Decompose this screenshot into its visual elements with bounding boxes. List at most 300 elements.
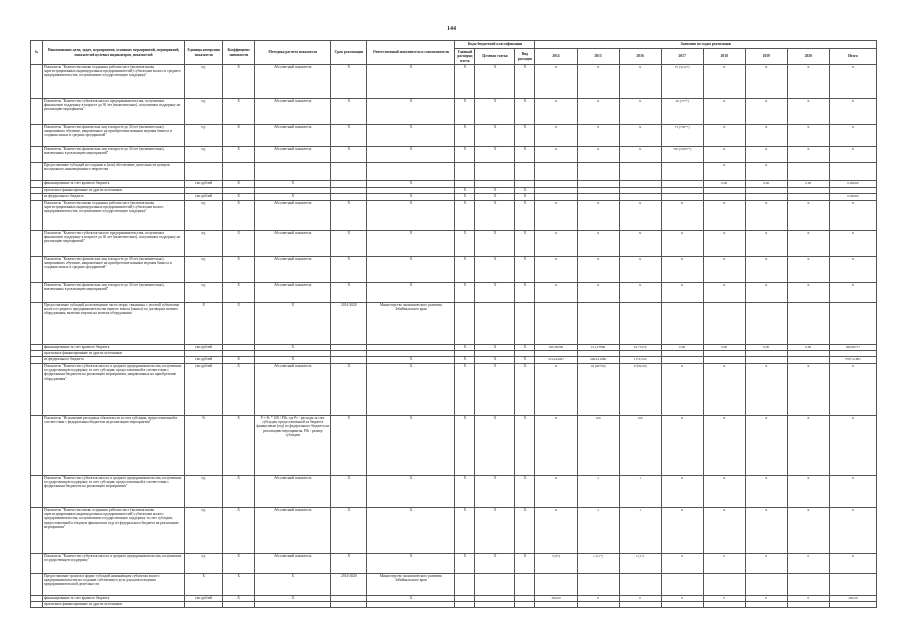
year-value-cell: X bbox=[745, 508, 787, 554]
method-cell: Абсолютный показатель bbox=[255, 65, 331, 99]
year-value-cell bbox=[661, 181, 703, 188]
header-values-by-year: Значения по годам реализации bbox=[535, 41, 877, 49]
code-section-cell: X bbox=[455, 201, 475, 231]
total-cell: X bbox=[829, 231, 876, 257]
year-value-cell: X bbox=[703, 283, 745, 303]
year-value-cell: X bbox=[745, 283, 787, 303]
year-value-cell: X bbox=[619, 147, 661, 163]
code-target-cell bbox=[475, 303, 515, 345]
total-cell: X bbox=[829, 476, 876, 508]
header-method: Методика расчета показателя bbox=[255, 41, 331, 65]
year-value-cell: X bbox=[661, 508, 703, 554]
total-cell: 566,99717 bbox=[829, 345, 876, 351]
year-value-cell bbox=[745, 574, 787, 596]
year-value-cell bbox=[787, 303, 829, 345]
method-cell bbox=[255, 602, 331, 608]
total-cell bbox=[829, 574, 876, 596]
row-name-cell: Показатель "Количество вновь созданных рабочих мест (включая вновь зарегистрированных индивидуальных предпринимателей) субъектами малого предпринимательства, получившими государственную поддержку" bbox=[43, 201, 185, 231]
code-type-cell: X bbox=[515, 345, 535, 351]
year-value-cell: 0 bbox=[787, 554, 829, 574]
year-value-cell: X bbox=[577, 231, 619, 257]
row-name-cell: из федерального бюджета bbox=[43, 357, 185, 364]
year-value-cell: 0 bbox=[787, 596, 829, 602]
code-target-cell bbox=[475, 163, 515, 181]
code-section-cell bbox=[455, 181, 475, 188]
term-cell: X bbox=[331, 283, 367, 303]
unit-cell bbox=[185, 163, 223, 181]
header-year-2016: 2016 bbox=[619, 49, 661, 65]
row-number-cell bbox=[31, 574, 43, 596]
row-name-cell: финансирование за счет краевого бюджета bbox=[43, 181, 185, 188]
coefficient-cell: X bbox=[223, 596, 255, 602]
method-cell: Абсолютный показатель bbox=[255, 257, 331, 283]
coefficient-cell: X bbox=[223, 257, 255, 283]
unit-cell: тыс.рублей bbox=[185, 194, 223, 201]
method-cell: X bbox=[255, 574, 331, 596]
coefficient-cell: X bbox=[223, 65, 255, 99]
row-number-cell bbox=[31, 283, 43, 303]
year-value-cell: X bbox=[787, 231, 829, 257]
term-cell: X bbox=[331, 125, 367, 147]
year-value-cell bbox=[619, 181, 661, 188]
header-term: Срок реализации bbox=[331, 41, 367, 65]
executor-cell bbox=[367, 163, 455, 181]
unit-cell: ед. bbox=[185, 147, 223, 163]
code-type-cell: X bbox=[515, 147, 535, 163]
code-type-cell: X bbox=[515, 357, 535, 364]
coefficient-cell: X bbox=[223, 231, 255, 257]
year-value-cell: X bbox=[745, 476, 787, 508]
term-cell bbox=[331, 194, 367, 201]
term-cell: X bbox=[331, 257, 367, 283]
executor-cell: X bbox=[367, 476, 455, 508]
year-value-cell: X bbox=[577, 125, 619, 147]
year-value-cell bbox=[787, 574, 829, 596]
method-cell: Абсолютный показатель bbox=[255, 364, 331, 416]
term-cell bbox=[331, 602, 367, 608]
header-year-2018: 2018 bbox=[703, 49, 745, 65]
row-number-cell bbox=[31, 125, 43, 147]
coefficient-cell: X bbox=[223, 147, 255, 163]
year-value-cell: X bbox=[619, 99, 661, 125]
unit-cell: ед. bbox=[185, 125, 223, 147]
year-value-cell: X bbox=[661, 364, 703, 416]
year-value-cell: X bbox=[661, 476, 703, 508]
year-value-cell bbox=[787, 163, 829, 181]
code-target-cell: X bbox=[475, 476, 515, 508]
unit-cell: ед. bbox=[185, 554, 223, 574]
row-name-cell: Предоставление субсидий на возмещение части затрат, связанных с уплатой субъектами малого и среднего предпринимательства первого взноса (аванса) по договорам лизинга оборудования, включая затраты на монтаж оборудования bbox=[43, 303, 185, 345]
method-cell: Абсолютный показатель bbox=[255, 283, 331, 303]
term-cell bbox=[331, 181, 367, 188]
method-cell: X bbox=[255, 194, 331, 201]
code-type-cell bbox=[515, 181, 535, 188]
code-section-cell: X bbox=[455, 257, 475, 283]
year-value-cell: 3 (6*) bbox=[535, 554, 577, 574]
year-value-cell bbox=[619, 602, 661, 608]
executor-cell: X bbox=[367, 231, 455, 257]
executor-cell: X bbox=[367, 125, 455, 147]
coefficient-cell: X bbox=[223, 303, 255, 345]
code-type-cell: X bbox=[515, 554, 535, 574]
year-value-cell: 0,00 bbox=[787, 181, 829, 188]
year-value-cell: X bbox=[787, 65, 829, 99]
coefficient-cell: X bbox=[223, 357, 255, 364]
coefficient-cell: X bbox=[223, 554, 255, 574]
unit-cell: тыс.рублей bbox=[185, 357, 223, 364]
table-row bbox=[31, 147, 877, 163]
year-value-cell: X bbox=[661, 416, 703, 476]
year-value-cell: X bbox=[745, 257, 787, 283]
year-value-cell: X bbox=[535, 201, 577, 231]
code-target-cell: X bbox=[475, 257, 515, 283]
year-value-cell: X bbox=[787, 201, 829, 231]
unit-cell: % bbox=[185, 416, 223, 476]
year-value-cell: X bbox=[745, 364, 787, 416]
year-value-cell: X bbox=[535, 231, 577, 257]
year-value-cell bbox=[787, 602, 829, 608]
year-value-cell: X bbox=[619, 65, 661, 99]
year-value-cell: X bbox=[703, 364, 745, 416]
coefficient-cell: X bbox=[223, 99, 255, 125]
year-value-cell: X bbox=[535, 99, 577, 125]
year-value-cell bbox=[703, 357, 745, 364]
unit-cell: тыс.рублей bbox=[185, 345, 223, 351]
coefficient-cell: X bbox=[223, 283, 255, 303]
term-cell: X bbox=[331, 201, 367, 231]
total-cell: X bbox=[829, 508, 876, 554]
year-value-cell: 0 bbox=[745, 554, 787, 574]
unit-cell: ед. bbox=[185, 201, 223, 231]
table-row bbox=[31, 194, 877, 201]
term-cell bbox=[331, 163, 367, 181]
unit-cell: тыс.рублей bbox=[185, 181, 223, 188]
year-value-cell: 0,00 bbox=[745, 345, 787, 351]
header-code-target: Целевая статья bbox=[475, 49, 515, 65]
year-value-cell: 1 bbox=[619, 476, 661, 508]
unit-cell: ед. bbox=[185, 257, 223, 283]
year-value-cell bbox=[577, 181, 619, 188]
year-value-cell bbox=[535, 303, 577, 345]
coefficient-cell: X bbox=[223, 508, 255, 554]
total-cell: X bbox=[829, 416, 876, 476]
method-cell: X bbox=[255, 596, 331, 602]
year-value-cell: 0 bbox=[703, 554, 745, 574]
code-section-cell: X bbox=[455, 147, 475, 163]
total-cell bbox=[829, 602, 876, 608]
year-value-cell: X bbox=[577, 147, 619, 163]
method-cell: Абсолютный показатель bbox=[255, 508, 331, 554]
table-row bbox=[31, 257, 877, 283]
year-value-cell: X bbox=[535, 508, 577, 554]
year-value-cell: X bbox=[703, 163, 745, 181]
coefficient-cell: X bbox=[223, 364, 255, 416]
code-type-cell: X bbox=[515, 125, 535, 147]
term-cell: 2014-2020 bbox=[331, 303, 367, 345]
code-target-cell: X bbox=[475, 416, 515, 476]
year-value-cell: 0 bbox=[703, 596, 745, 602]
row-name-cell: Показатель "Количество субъектов малого и среднего предпринимательства, получивших государственную поддержку за счет субсидии, предоставленной в соответствии с федеральным бюджетом на реализацию мероприятия" bbox=[43, 476, 185, 508]
code-target-cell: X bbox=[475, 364, 515, 416]
year-value-cell: X bbox=[745, 65, 787, 99]
header-year-2019: 2019 bbox=[745, 49, 787, 65]
year-value-cell: 1172,543 bbox=[619, 357, 661, 364]
year-value-cell bbox=[619, 163, 661, 181]
year-value-cell bbox=[577, 163, 619, 181]
year-value-cell: 2 bbox=[577, 508, 619, 554]
method-cell: Абсолютный показатель bbox=[255, 476, 331, 508]
year-value-cell: 0 bbox=[577, 596, 619, 602]
year-value-cell: X bbox=[661, 231, 703, 257]
row-number-cell bbox=[31, 163, 43, 181]
executor-cell: X bbox=[367, 596, 455, 602]
executor-cell: X bbox=[367, 65, 455, 99]
code-type-cell bbox=[515, 602, 535, 608]
table-row bbox=[31, 201, 877, 231]
code-section-cell: X bbox=[455, 65, 475, 99]
table-row bbox=[31, 303, 877, 345]
coefficient-cell: X bbox=[223, 125, 255, 147]
unit-cell: X bbox=[185, 303, 223, 345]
year-value-cell: 37(59,00) bbox=[619, 364, 661, 416]
code-section-cell: X bbox=[455, 476, 475, 508]
year-value-cell: 300,00000 bbox=[535, 345, 577, 351]
table-header bbox=[31, 41, 877, 65]
coefficient-cell: X bbox=[223, 201, 255, 231]
code-section-cell: X bbox=[455, 99, 475, 125]
code-target-cell: X bbox=[475, 147, 515, 163]
table-row bbox=[31, 416, 877, 476]
year-value-cell: X bbox=[787, 364, 829, 416]
row-number-cell bbox=[31, 357, 43, 364]
code-target-cell: X bbox=[475, 357, 515, 364]
year-value-cell: 0 bbox=[661, 554, 703, 574]
table-row bbox=[31, 364, 877, 416]
year-value-cell: X bbox=[745, 201, 787, 231]
row-number-cell bbox=[31, 602, 43, 608]
code-target-cell: X bbox=[475, 554, 515, 574]
year-value-cell bbox=[661, 602, 703, 608]
total-cell: X bbox=[829, 65, 876, 99]
year-value-cell: X bbox=[535, 416, 577, 476]
code-type-cell: X bbox=[515, 201, 535, 231]
year-value-cell: 0,00 bbox=[703, 181, 745, 188]
year-value-cell: 100 bbox=[577, 416, 619, 476]
table-row bbox=[31, 163, 877, 181]
table-row bbox=[31, 231, 877, 257]
code-section-cell: X bbox=[455, 194, 475, 201]
executor-cell: X bbox=[367, 283, 455, 303]
total-cell: 300,00 bbox=[829, 596, 876, 602]
method-cell: X bbox=[255, 345, 331, 351]
year-value-cell bbox=[703, 194, 745, 201]
year-value-cell: X bbox=[787, 283, 829, 303]
code-target-cell: X bbox=[475, 283, 515, 303]
row-name-cell: финансирование за счет краевого бюджета bbox=[43, 596, 185, 602]
year-value-cell: 300,00 bbox=[535, 596, 577, 602]
year-value-cell: X bbox=[745, 416, 787, 476]
year-value-cell: X bbox=[619, 201, 661, 231]
row-number-cell bbox=[31, 99, 43, 125]
year-value-cell: X bbox=[703, 125, 745, 147]
code-type-cell: X bbox=[515, 508, 535, 554]
table-body bbox=[31, 65, 877, 608]
header-code-type: Вид расходов bbox=[515, 49, 535, 65]
executor-cell: X bbox=[367, 508, 455, 554]
row-name-cell: Предоставление грантов в форме субсидий начинающим субъектам малого предпринимательства на создание собственного дела для начала ведения предпринимательской деятельности bbox=[43, 574, 185, 596]
method-cell: Абсолютный показатель bbox=[255, 554, 331, 574]
executor-cell: X bbox=[367, 357, 455, 364]
row-name-cell: Показатель "Количество физических лиц в возрасте до 30 лет (включительно), вовлеченных в реализацию мероприятий" bbox=[43, 283, 185, 303]
table-row bbox=[31, 574, 877, 596]
row-number-cell bbox=[31, 147, 43, 163]
year-value-cell: X bbox=[577, 65, 619, 99]
year-value-cell: X bbox=[703, 99, 745, 125]
row-number-cell bbox=[31, 181, 43, 188]
year-value-cell bbox=[703, 602, 745, 608]
year-value-cell bbox=[577, 602, 619, 608]
year-value-cell: X bbox=[577, 257, 619, 283]
table-row bbox=[31, 602, 877, 608]
year-value-cell: X bbox=[577, 201, 619, 231]
executor-cell: Министерство экономического развития Забайкальского края bbox=[367, 303, 455, 345]
year-value-cell: 61,71270 bbox=[619, 345, 661, 351]
code-target-cell: X bbox=[475, 65, 515, 99]
unit-cell: тыс.рублей bbox=[185, 596, 223, 602]
row-name-cell: Показатель "Количество субъектов малого и среднего предпринимательства, получивших государственную поддержку за счет субсидии, предоставленной в соответствии с федеральным бюджетом на реализацию мероприятия, направленных на приобретение оборудования" bbox=[43, 364, 185, 416]
total-cell: X bbox=[829, 147, 876, 163]
year-value-cell bbox=[535, 163, 577, 181]
unit-cell: ед. bbox=[185, 283, 223, 303]
year-value-cell: X bbox=[661, 201, 703, 231]
code-section-cell: X bbox=[455, 364, 475, 416]
year-value-cell: 75 (3112*) bbox=[661, 65, 703, 99]
year-value-cell bbox=[703, 303, 745, 345]
executor-cell: X bbox=[367, 181, 455, 188]
executor-cell bbox=[367, 602, 455, 608]
coefficient-cell: X bbox=[223, 476, 255, 508]
row-number-cell bbox=[31, 65, 43, 99]
code-section-cell bbox=[455, 574, 475, 596]
year-value-cell: 100 bbox=[619, 416, 661, 476]
code-section-cell bbox=[455, 602, 475, 608]
method-cell: Абсолютный показатель bbox=[255, 231, 331, 257]
year-value-cell bbox=[535, 181, 577, 188]
row-name-cell: из федерального бюджета bbox=[43, 194, 185, 201]
code-type-cell: X bbox=[515, 257, 535, 283]
year-value-cell bbox=[787, 194, 829, 201]
year-value-cell bbox=[619, 194, 661, 201]
code-type-cell: X bbox=[515, 364, 535, 416]
row-name-cell: Предоставление субсидий на создание и (или) обеспечение деятельности центров молодежного инновационного творчества bbox=[43, 163, 185, 181]
table-row bbox=[31, 65, 877, 99]
term-cell: X bbox=[331, 508, 367, 554]
code-section-cell bbox=[455, 303, 475, 345]
table-row bbox=[31, 554, 877, 574]
term-cell: X bbox=[331, 416, 367, 476]
year-value-cell: 2064,21960 bbox=[577, 357, 619, 364]
row-number-cell bbox=[31, 231, 43, 257]
code-type-cell bbox=[515, 163, 535, 181]
total-cell: X bbox=[829, 364, 876, 416]
unit-cell: X bbox=[185, 574, 223, 596]
coefficient-cell: X bbox=[223, 416, 255, 476]
method-cell: P = Pc * 100 / Pfb, где Pc - расходы за счет субсидии, предоставленной из бюджета финансовым (год) из федерального бюджета на реализацию мероприятия, Pfb - размер субсидии bbox=[255, 416, 331, 476]
year-value-cell: X bbox=[619, 125, 661, 147]
total-cell bbox=[829, 303, 876, 345]
code-target-cell: X bbox=[475, 231, 515, 257]
year-value-cell: X bbox=[619, 257, 661, 283]
year-value-cell: X bbox=[661, 257, 703, 283]
year-value-cell: 0 bbox=[619, 596, 661, 602]
year-value-cell: 1 (1*) bbox=[619, 554, 661, 574]
year-value-cell: X bbox=[703, 476, 745, 508]
row-name-cell: Показатель "Количество физических лиц в возрасте до 30 лет (включительно), завершивших обучение, направленное на приобретение навыков ведения бизнеса и создания малых и средних предприятий" bbox=[43, 257, 185, 283]
year-value-cell: X bbox=[535, 257, 577, 283]
unit-cell: ед. bbox=[185, 508, 223, 554]
year-value-cell bbox=[745, 602, 787, 608]
year-value-cell: X bbox=[703, 147, 745, 163]
code-section-cell: X bbox=[455, 357, 475, 364]
year-value-cell: X bbox=[745, 163, 787, 181]
code-type-cell: X bbox=[515, 65, 535, 99]
header-executor: Ответственный исполнитель и соисполнители bbox=[367, 41, 455, 65]
total-cell bbox=[829, 163, 876, 181]
row-number-cell bbox=[31, 554, 43, 574]
coefficient-cell bbox=[223, 163, 255, 181]
unit-cell: ед. bbox=[185, 476, 223, 508]
year-value-cell bbox=[535, 574, 577, 596]
code-target-cell: X bbox=[475, 188, 515, 194]
row-number-cell bbox=[31, 508, 43, 554]
row-name-cell: Показатель "Количество субъектов малого и среднего предпринимательства, получивших государственную поддержку" bbox=[43, 554, 185, 574]
year-value-cell: 0,00 bbox=[787, 345, 829, 351]
year-value-cell bbox=[787, 357, 829, 364]
year-value-cell: X bbox=[787, 257, 829, 283]
code-target-cell: X bbox=[475, 125, 515, 147]
term-cell: X bbox=[331, 65, 367, 99]
year-value-cell bbox=[577, 574, 619, 596]
executor-cell: X bbox=[367, 364, 455, 416]
year-value-cell bbox=[577, 194, 619, 201]
total-cell: 0,00000 bbox=[829, 181, 876, 188]
year-value-cell: 0,00 bbox=[745, 181, 787, 188]
coefficient-cell: X bbox=[223, 181, 255, 188]
year-value-cell bbox=[661, 194, 703, 201]
executor-cell: X bbox=[367, 99, 455, 125]
year-value-cell bbox=[661, 357, 703, 364]
header-year-2015: 2015 bbox=[577, 49, 619, 65]
year-value-cell: X bbox=[535, 147, 577, 163]
term-cell: X bbox=[331, 554, 367, 574]
executor-cell: Министерство экономического развития Забайкальского края bbox=[367, 574, 455, 596]
year-value-cell: 16 (49*00) bbox=[577, 364, 619, 416]
code-target-cell bbox=[475, 181, 515, 188]
table-row bbox=[31, 476, 877, 508]
total-cell: X bbox=[829, 257, 876, 283]
unit-cell: тыс.рублей bbox=[185, 364, 223, 416]
code-section-cell: X bbox=[455, 125, 475, 147]
row-name-cell: Показатель "Количество физических лиц в возрасте до 30 лет (включительно), завершивших обучение, направленное на приобретение навыков ведения бизнеса и создания малых и средних предприятий" bbox=[43, 125, 185, 147]
year-value-cell bbox=[661, 574, 703, 596]
row-number-cell bbox=[31, 476, 43, 508]
row-number-cell bbox=[31, 257, 43, 283]
table-row bbox=[31, 181, 877, 188]
executor-cell: X bbox=[367, 147, 455, 163]
total-cell: X bbox=[829, 201, 876, 231]
term-cell: X bbox=[331, 99, 367, 125]
coefficient-cell: X bbox=[223, 194, 255, 201]
